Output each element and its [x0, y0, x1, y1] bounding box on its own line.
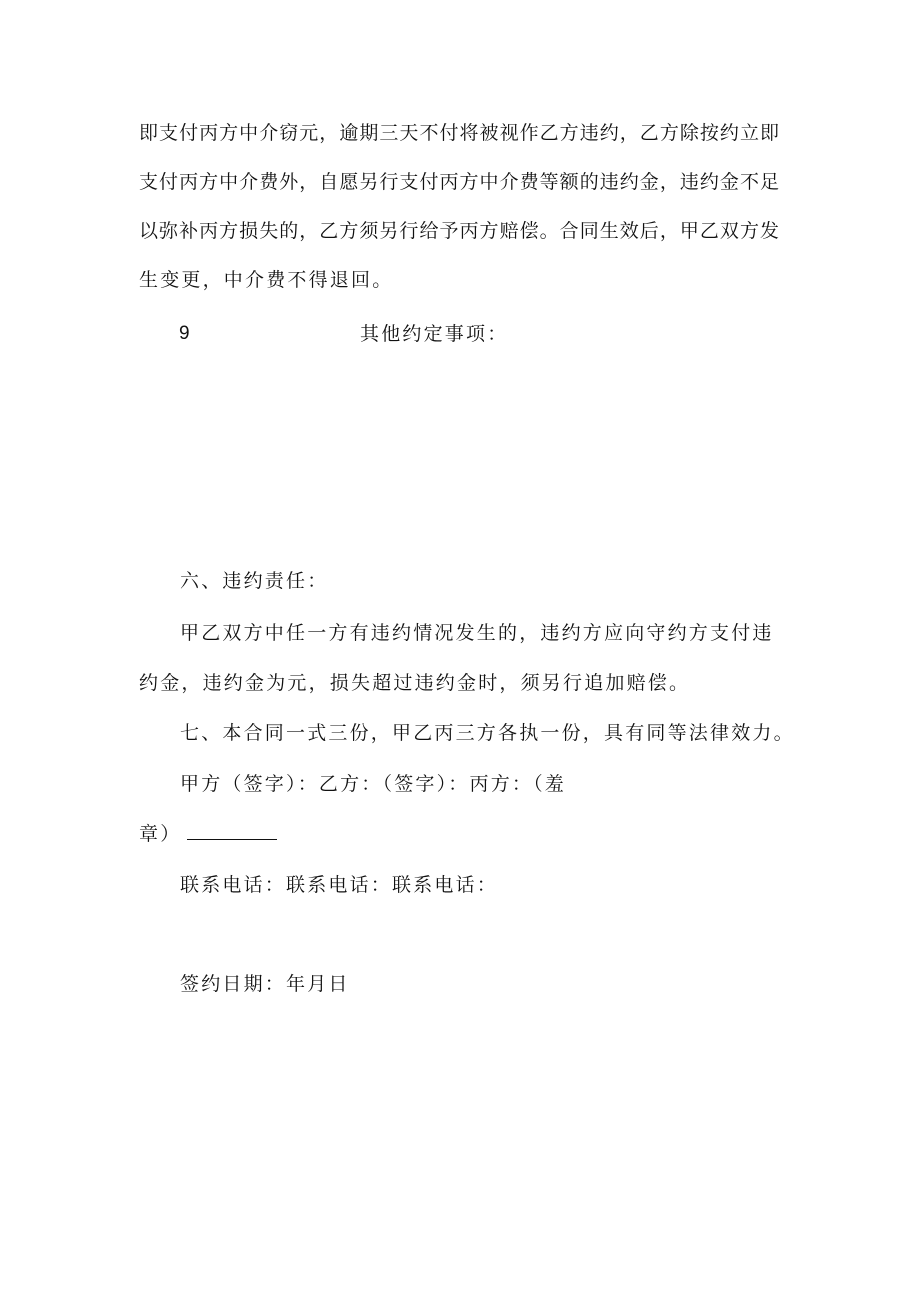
- item-9-number: 9: [179, 323, 192, 344]
- signature-line-1: 甲方（签字）：乙方：（签字）：丙方：（羞: [180, 773, 567, 795]
- section-6-line-2: 约金，违约金为元，损失超过违约金时，须另行追加赔偿。: [139, 672, 691, 694]
- clause-line-1: 即支付丙方中介窃元，逾期三天不付将被视作乙方违约，乙方除按约立即: [139, 122, 779, 144]
- signing-date: 签约日期：年月日: [180, 973, 350, 995]
- item-9-text: 其他约定事项：: [360, 323, 509, 345]
- section-6-line-1: 甲乙双方中任一方有违约情况发生的，违约方应向守约方支付违: [180, 622, 774, 644]
- clause-line-4: 生变更，中介费不得退回。: [139, 269, 394, 291]
- signature-blank: [187, 823, 277, 840]
- section-7-text: 七、本合同一式三份，甲乙丙三方各执一份，具有同等法律效力。: [180, 722, 795, 744]
- clause-line-3: 以弥补丙方损失的，乙方须另行给予丙方赔偿。合同生效后，甲乙双方发: [139, 220, 779, 242]
- contact-phones: 联系电话：联系电话：联系电话：: [180, 874, 499, 896]
- signature-line-2: [139, 822, 277, 846]
- signature-seal-label: 章）: [139, 823, 182, 845]
- section-6-heading: 六、违约责任：: [180, 570, 329, 592]
- clause-line-2: 支付丙方中介费外，自愿另行支付丙方中介费等额的违约金，违约金不足: [139, 171, 779, 193]
